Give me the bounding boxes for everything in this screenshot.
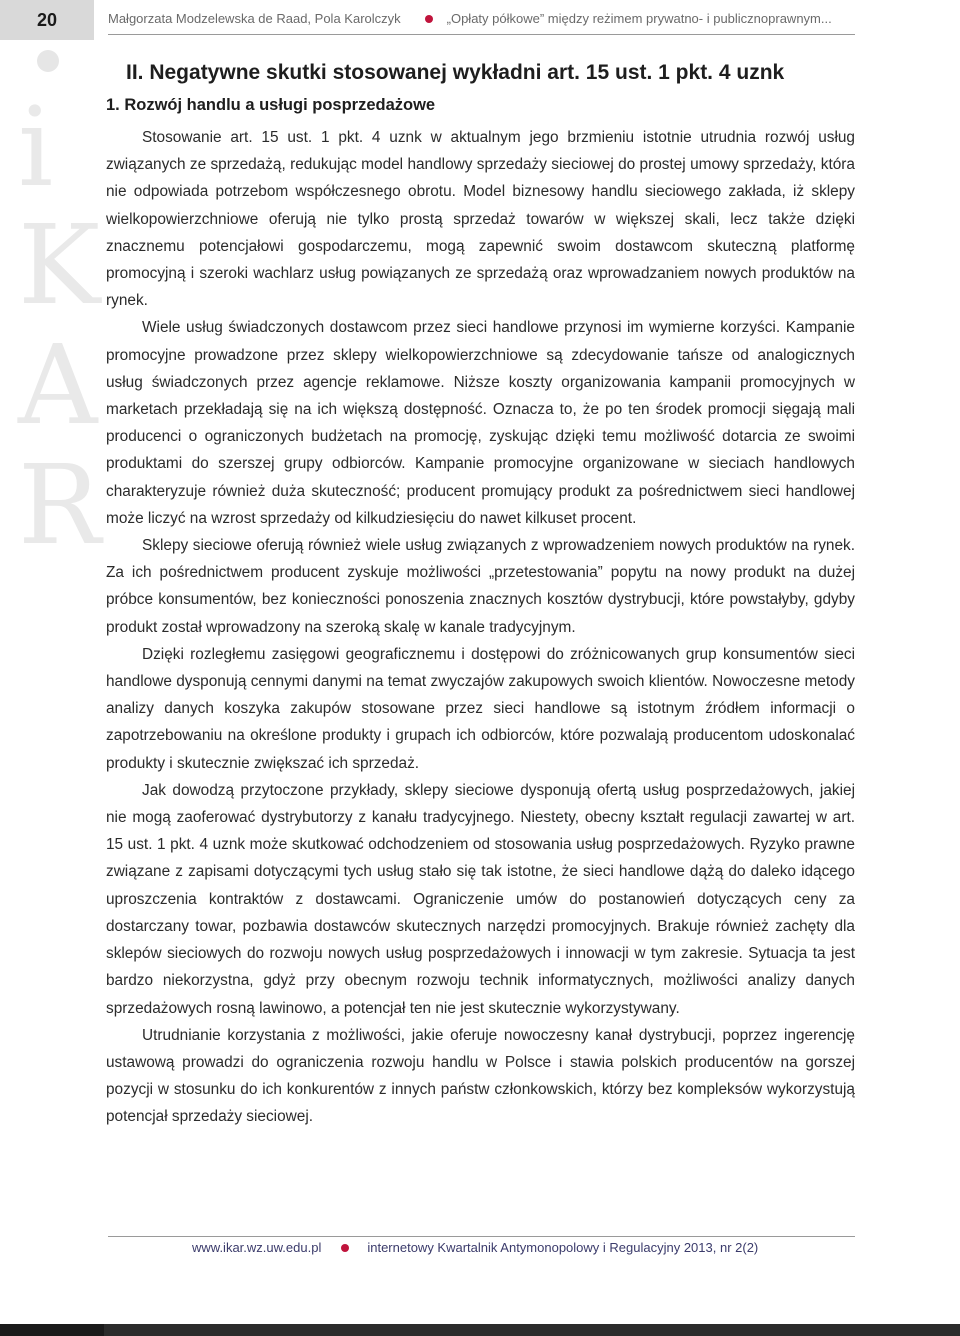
- bullet-dot-icon: [425, 15, 433, 23]
- running-head-title: „Opłaty półkowe” między reżimem prywatno- i publicznoprawnym...: [446, 11, 832, 26]
- side-letter-k: K: [18, 201, 101, 329]
- paragraph: Stosowanie art. 15 ust. 1 pkt. 4 uznk w aktualnym jego brzmieniu istotnie utrudnia rozwój usług związanych ze sprzedażą, redukując model handlowy sprzedaży sieciowej do prostej umowy sprzedaży, która nie odpowiada potrzebom współczesnego obrotu. Model biznesowy handlu sieciowego zakłada, iż sklepy wielkopowierzchniowe oferują nie tylko prostą sprzedaż towarów w większej skali, lecz także dzięki znacznemu potencjałowi gospodarczemu, mogą zapewnić swoim dostawcom skuteczną platformę promocyjną i szeroki wachlarz usług powiązanych ze sprzedażą oraz wprowadzaniem nowych produktów na rynek.: [106, 129, 855, 310]
- side-letter-a: A: [18, 321, 98, 449]
- header-divider: [108, 34, 855, 35]
- footer-url-link[interactable]: www.ikar.wz.uw.edu.pl: [192, 1240, 322, 1255]
- paragraph: Utrudnianie korzystania z możliwości, jakie oferuje nowoczesny kanał dystrybucji, poprzez ingerencję ustawową prowadzi do ograniczenia rozwoju handlu w Polsce i stawia polskich producentów na gorszej pozycji w stosunku do ich konkurentów z innych państw członkowskich, którzy bez kompleksów wykorzystują potencjał sprzedaży sieciowej.: [106, 1026, 855, 1126]
- article-body: [106, 58, 855, 1131]
- side-letter-i: i: [18, 83, 54, 211]
- running-head-authors: Małgorzata Modzelewska de Raad, Pola Karolczyk: [108, 11, 401, 26]
- subsection-title: 1. Rozwój handlu a usługi posprzedażowe: [106, 96, 436, 114]
- footer-journal: internetowy Kwartalnik Antymonopolowy i Regulacyjny 2013, nr 2(2): [367, 1240, 759, 1255]
- side-dot-icon: [37, 50, 59, 72]
- paragraph: Jak dowodzą przytoczone przykłady, sklepy sieciowe dysponują ofertą usług posprzedażowych, jakiej nie mogą zaoferować dystrybutorzy z kanału tradycyjnego. Niestety, obecny kształt regulacji zawartej w art. 15 ust. 1 pkt. 4 uznk może skutkować odchodzeniem od stosowania usług posprzedażowych. Ryzyko prawne związane z zapisami dotyczącymi tych usług stało się tak istotne, że sieci handlowe dążą do daleko idącego uproszczenia kontraktów z dostawcami. Ograniczenie umów do postanowień dotyczących ceny za dostarczany towar, pozbawia dostawców skutecznych narzędzi promocyjnych. Brakuje również zachęty dla sklepów sieciowych do rozwoju nowych usług posprzedażowych i innowacji w tym zakresie. Sytuacja ta jest bardzo niekorzystna, gdyż przy obecnym rozwoju technik informatycznych, możliwości analizy danych sprzedażowych rosną lawinowo, a potencjał ten nie jest skutecznie wykorzystywany.: [106, 781, 855, 1017]
- bullet-dot-icon: [341, 1244, 349, 1252]
- side-letter-r: R: [18, 441, 101, 569]
- page-number: 20: [36, 9, 58, 30]
- footer-divider: [108, 1236, 855, 1237]
- section-title: II. Negatywne skutki stosowanej wykładni art. 15 ust. 1 pkt. 4 uznk: [126, 61, 785, 84]
- paragraph: Sklepy sieciowe oferują również wiele usług związanych z wprowadzeniem nowych produktów na rynek. Za ich pośrednictwem producent zyskuje możliwości „przetestowania” popytu na nowy produkt na dużej próbce konsumentów, bez konieczności ponoszenia znacznych kosztów dystrybucji, które powstałyby, gdyby produkt został wprowadzony na szeroką skalę w kanale tradycyjnym.: [106, 537, 855, 636]
- running-head: [108, 11, 868, 26]
- paragraph: Dzięki rozległemu zasięgowi geograficznemu i dostępowi do zróżnicowanych grup konsumentów sieci handlowe dysponują cennymi danymi na temat zwyczajów zakupowych swoich klientów. Nowoczesne metody analizy danych koszyka zakupów stosowane przez sieci handlowe są istotnym źródłem informacji o zapotrzebowaniu na określone produkty i grupach ich odbiorców, które pozwalają producentom udoskonalać produkty i skutecznie zwiększać ich sprzedaż.: [106, 645, 855, 772]
- side-decoration: [0, 40, 101, 1324]
- bottom-bar: [0, 1324, 960, 1336]
- page-footer: [192, 1240, 758, 1255]
- page-number-box: [0, 0, 94, 40]
- paragraph: Wiele usług świadczonych dostawcom przez sieci handlowe przynosi im wymierne korzyści. Kampanie promocyjne prowadzone przez sklepy wielkopowierzchniowe są zdecydowanie tańsze od analogicznych usług świadczonych przez agencje reklamowe. Niższe koszty organizowania kampanii promocyjnych w marketach przekładają się na ich większą dostępność. Oznacza to, że po ten środek promocji sięgają mali producenci o ograniczonych budżetach na promocję, zyskując dzięki temu możliwość dotarcia ze swoimi produktami do szerszej grupy odbiorców. Kampanie promocyjne organizowane w sieciach handlowych charakteryzuje również duża skuteczność; producent promujący produkt za pośrednictwem sieci handlowej może liczyć na wzrost sprzedaży od kilkudziesięciu do nawet kilkuset procent.: [106, 319, 855, 527]
- bottom-bar-left-block: [0, 1324, 104, 1336]
